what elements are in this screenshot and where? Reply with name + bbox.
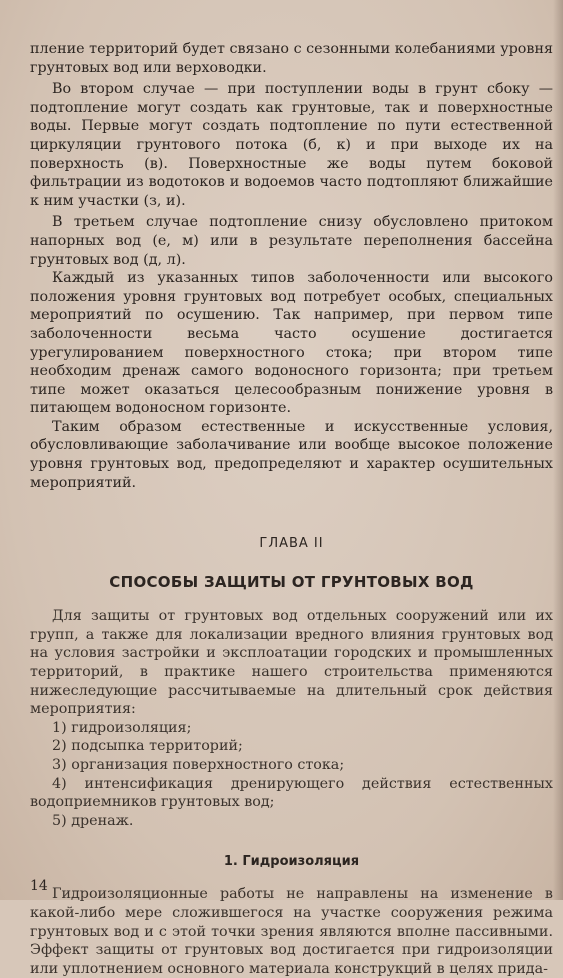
list-item: 3) организация поверхностного стока; [52, 757, 345, 773]
methods-list [30, 719, 553, 831]
chapter-label: ГЛАВА II [259, 536, 324, 552]
paragraph-types: Каждый из указанных типов заболоченности или высокого положения уровня грунтовых вод потребует особых, специальных мероприятий по осушению. Так например, при первом типе заболоченности весьма часто осушение достигается урегулированием поверхностного стока; при втором типе необходим дренаж самого водоносного горизонта; при третьем типе может оказаться целесообразным понижение уровня в питающем водоносном горизонте. [30, 270, 553, 417]
paragraph-continued: пление территорий будет связано с сезонными колебаниями уровня грунтовых вод или верховодки. [30, 41, 553, 76]
paragraph-intro: Для защиты от грунтовых вод отдельных сооружений или их групп, а также для локализации вредного влияния грунтовых вод на условия застройки и эксплоатации городских и промышленных территорий, в практике нашего строительства применяются нижеследующие рассчитываемые на длительный срок действия мероприятия: [30, 608, 553, 718]
paragraph-hydroisolation: Гидроизоляционные работы не направлены на изменение в какой-либо мере сложившегося на участке сооружения режима грунтовых вод и с этой точки зрения являются вполне пассивными. Эффект защиты от грунтовых вод достигается при гидроизоляции или уплотнением основного материала конструкций в целях прида- [30, 886, 553, 977]
paragraph-second-case: Во втором случае — при поступлении воды в грунт сбоку — подтопление могут создать как грунтовые, так и поверхностные воды. Первые могут создать подтопление по пути естественной циркуляции грунтового потока (б, к) и при выходе их на поверхность (в). Поверхностные же воды путем боковой фильтрации из водотоков и водоемов часто подтопляют ближайшие к ним участки (з, и). [30, 81, 553, 209]
list-item: 1) гидроизоляция; [52, 719, 192, 736]
chapter-title: СПОСОБЫ ЗАЩИТЫ ОТ ГРУНТОВЫХ ВОД [109, 573, 474, 592]
page-fold-shadow [553, 0, 563, 900]
section-title: 1. Гидроизоляция [223, 854, 360, 870]
page-number: 14 [30, 878, 48, 894]
paragraph-conclusion: Таким образом естественные и искусственные условия, обусловливающие заболачивание или вообще высокое положение уровня грунтовых вод, предопределяют и характер осушительных мероприятий. [30, 418, 553, 491]
paragraph-third-case: В третьем случае подтопление снизу обусловлено притоком напорных вод (е, м) или в результате переполнения бассейна грунтовых вод (д, л). [30, 214, 553, 268]
list-item: 5) дренаж. [52, 812, 134, 829]
list-item: 2) подсыпка территорий; [52, 738, 243, 755]
list-item: 4) интенсификация дренирующего действия естественных водоприемников грунтовых вод; [30, 775, 553, 811]
